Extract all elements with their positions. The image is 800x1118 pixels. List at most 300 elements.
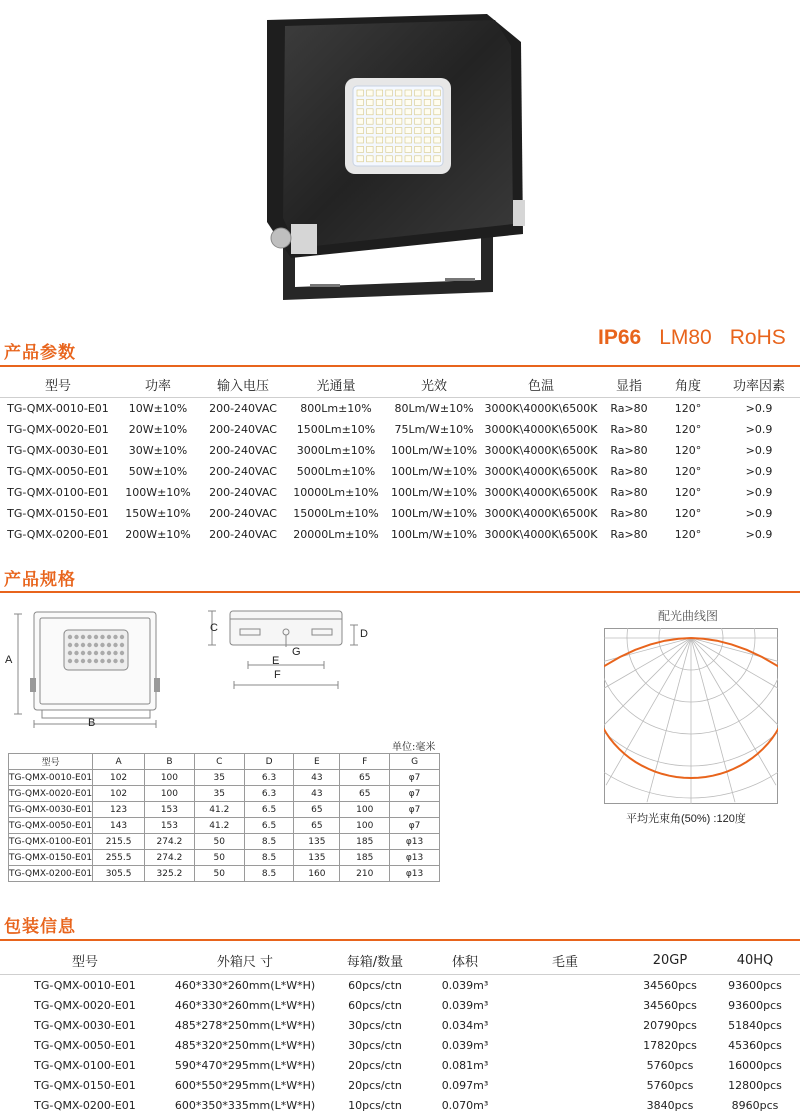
led-chip [367, 128, 374, 134]
table-cell: 102 [93, 770, 145, 786]
table-cell: 50 [194, 866, 244, 882]
dim-label-d: D [360, 628, 368, 640]
col-voltage: 输入电压 [200, 371, 286, 398]
table-cell [500, 975, 630, 996]
certification-badges [598, 326, 788, 350]
led-chip [367, 146, 374, 152]
table-cell: 200-240VAC [209, 507, 277, 520]
table-cell: 200-240VAC [209, 444, 277, 457]
led-chip [357, 146, 364, 152]
table-cell: 50W±10% [128, 465, 188, 478]
col-power: 功率 [116, 371, 200, 398]
col-flux: 光通量 [286, 371, 386, 398]
table-cell: 43 [294, 770, 340, 786]
table-cell: TG-QMX-0050-E01 [34, 1038, 136, 1052]
table-cell: 135 [294, 850, 340, 866]
table-cell: 200-240VAC [209, 528, 277, 541]
table-cell: 135 [294, 834, 340, 850]
table-cell: 255.5 [93, 850, 145, 866]
led-dot [74, 651, 78, 655]
table-cell: 123 [93, 802, 145, 818]
led-chip [357, 99, 364, 105]
table-cell: >0.9 [745, 444, 773, 457]
table-cell: 200W±10% [125, 528, 191, 541]
led-chip [386, 99, 393, 105]
table-cell: 100Lm/W±10% [390, 528, 478, 541]
table-cell [500, 1035, 630, 1055]
table-cell: 51840pcs [728, 1018, 782, 1032]
led-chip [415, 156, 422, 162]
table-cell: 100 [340, 818, 390, 834]
led-dot [120, 635, 124, 639]
table-cell: 210 [340, 866, 390, 882]
table-cell: 305.5 [93, 866, 145, 882]
dim-col-c: C [194, 754, 244, 770]
led-chip [434, 128, 441, 134]
table-cell: >0.9 [745, 465, 773, 478]
table-cell: 65 [340, 786, 390, 802]
led-dot [113, 635, 117, 639]
led-dot [100, 659, 104, 663]
dim-col-f: F [340, 754, 390, 770]
table-cell: 8960pcs [731, 1098, 779, 1112]
table-cell: >0.9 [745, 507, 773, 520]
dim-col-a: A [93, 754, 145, 770]
led-dot [68, 651, 72, 655]
led-chip [386, 90, 393, 96]
table-cell: 75Lm/W±10% [394, 423, 474, 436]
led-chip [405, 118, 412, 124]
packing-divider [0, 939, 800, 941]
table-row [9, 770, 440, 786]
led-chip [405, 146, 412, 152]
table-cell: 325.2 [145, 866, 195, 882]
led-chip [386, 156, 393, 162]
table-cell: 600*350*335mm(L*W*H) [174, 1098, 316, 1112]
led-dot [81, 651, 85, 655]
led-chip [405, 156, 412, 162]
led-chip [386, 146, 393, 152]
col-pf: 功率因素 [718, 371, 800, 398]
params-table [0, 371, 800, 545]
pack-col-volume: 体积 [430, 946, 500, 975]
table-cell: 120° [674, 528, 702, 541]
table-cell [500, 1015, 630, 1035]
table-cell: Ra>80 [610, 507, 648, 520]
cert-lm80: LM80 [659, 326, 712, 349]
led-dot [100, 635, 104, 639]
table-cell: 65 [294, 818, 340, 834]
table-cell: 200-240VAC [209, 465, 277, 478]
led-chip [395, 137, 402, 143]
led-dot [94, 635, 98, 639]
table-cell: 185 [340, 850, 390, 866]
table-cell: 100Lm/W±10% [390, 507, 478, 520]
led-chip [424, 156, 431, 162]
table-row [0, 1075, 800, 1095]
table-cell [500, 1075, 630, 1095]
dim-label-e: E [272, 655, 280, 667]
led-chip [367, 109, 374, 115]
table-cell [500, 1055, 630, 1075]
table-cell: 6.3 [244, 786, 294, 802]
led-chip [367, 90, 374, 96]
pack-col-weight: 毛重 [500, 946, 630, 975]
table-cell: 185 [340, 834, 390, 850]
table-cell: 153 [145, 818, 195, 834]
table-cell: 41.2 [194, 802, 244, 818]
table-cell: 20pcs/ctn [348, 1078, 402, 1092]
table-cell: 50 [194, 834, 244, 850]
table-cell: 6.5 [244, 818, 294, 834]
led-chip [376, 109, 383, 115]
table-row [0, 1055, 800, 1075]
dim-label-b: B [88, 717, 96, 729]
led-dot [94, 643, 98, 647]
table-cell: 100 [340, 802, 390, 818]
led-chip [415, 146, 422, 152]
led-chip [415, 99, 422, 105]
table-cell: TG-QMX-0200-E01 [34, 1098, 136, 1112]
table-cell: TG-QMX-0030-E01 [34, 1018, 136, 1032]
led-chip [395, 109, 402, 115]
packing-table-body [0, 975, 800, 1116]
dim-col-d: D [244, 754, 294, 770]
led-dot [94, 659, 98, 663]
led-chip [357, 109, 364, 115]
light-distribution-chart [604, 628, 778, 804]
table-row [0, 482, 800, 503]
led-chip [386, 128, 393, 134]
table-cell: 120° [674, 465, 702, 478]
cert-ip66: IP66 [598, 326, 642, 349]
led-chip [424, 109, 431, 115]
pack-col-qty: 每箱/数量 [320, 946, 430, 975]
table-cell: >0.9 [745, 486, 773, 499]
led-chip [434, 156, 441, 162]
led-dot [107, 651, 111, 655]
led-chip [386, 137, 393, 143]
table-cell: 8.5 [244, 834, 294, 850]
table-cell: 460*330*260mm(L*W*H) [174, 998, 316, 1012]
dim-col-e: E [294, 754, 340, 770]
led-chip [376, 118, 383, 124]
cert-rohs: RoHS [729, 326, 786, 349]
table-cell: 1500Lm±10% [296, 423, 376, 436]
table-cell: 80Lm/W±10% [394, 402, 474, 415]
col-angle: 角度 [658, 371, 718, 398]
led-chip [376, 128, 383, 134]
led-dot [74, 643, 78, 647]
table-row [0, 975, 800, 996]
pack-col-carton: 外箱尺 寸 [170, 946, 320, 975]
table-cell: 12800pcs [728, 1078, 782, 1092]
table-cell: 102 [93, 786, 145, 802]
table-cell: 43 [294, 786, 340, 802]
table-cell: TG-QMX-0100-E01 [9, 834, 93, 850]
led-chip [424, 137, 431, 143]
table-cell: >0.9 [745, 423, 773, 436]
led-chip [395, 146, 402, 152]
table-cell: 100Lm/W±10% [390, 486, 478, 499]
dim-label-a: A [5, 654, 13, 666]
led-chip [357, 137, 364, 143]
table-cell: 17820pcs [643, 1038, 697, 1052]
led-chip [424, 118, 431, 124]
packing-table [0, 946, 800, 1115]
table-cell: 800Lm±10% [300, 402, 372, 415]
table-cell: 16000pcs [728, 1058, 782, 1072]
table-cell: 10W±10% [128, 402, 188, 415]
led-chip [415, 109, 422, 115]
specs-divider [0, 591, 800, 593]
table-cell: 10pcs/ctn [348, 1098, 402, 1112]
table-cell: 200-240VAC [209, 423, 277, 436]
table-cell: 0.039m³ [441, 998, 489, 1012]
dim-col-g: G [390, 754, 440, 770]
table-cell: 10000Lm±10% [293, 486, 379, 499]
table-cell: TG-QMX-0150-E01 [7, 507, 109, 520]
led-chip [424, 99, 431, 105]
table-row [0, 419, 800, 440]
params-divider [0, 365, 800, 367]
table-row [0, 524, 800, 545]
led-dot [120, 651, 124, 655]
table-cell: 8.5 [244, 866, 294, 882]
table-cell: 120° [674, 444, 702, 457]
table-row [0, 503, 800, 524]
table-cell: 100 [145, 770, 195, 786]
led-chip [395, 156, 402, 162]
table-cell: 65 [340, 770, 390, 786]
table-cell: 3000Lm±10% [296, 444, 376, 457]
table-cell: Ra>80 [610, 528, 648, 541]
led-dot [81, 635, 85, 639]
table-cell: Ra>80 [610, 465, 648, 478]
table-cell: 3000K\4000K\6500K [484, 423, 598, 436]
table-cell: 100Lm/W±10% [390, 444, 478, 457]
led-chip [415, 118, 422, 124]
led-chip [415, 128, 422, 134]
table-cell: 0.034m³ [441, 1018, 489, 1032]
table-cell: 93600pcs [728, 998, 782, 1012]
dim-col-b: B [145, 754, 195, 770]
table-cell: 100Lm/W±10% [390, 465, 478, 478]
table-cell: >0.9 [745, 402, 773, 415]
led-dot [68, 643, 72, 647]
table-cell: 65 [294, 802, 340, 818]
led-chip [434, 137, 441, 143]
table-cell: 485*320*250mm(L*W*H) [174, 1038, 316, 1052]
led-dot [87, 651, 91, 655]
table-cell: 160 [294, 866, 340, 882]
led-dot [113, 643, 117, 647]
led-chip [405, 128, 412, 134]
led-chip [367, 137, 374, 143]
led-dot [120, 659, 124, 663]
table-cell: 34560pcs [643, 978, 697, 992]
table-row [9, 850, 440, 866]
table-cell: φ13 [390, 866, 440, 882]
table-cell: φ7 [390, 802, 440, 818]
table-cell: 3000K\4000K\6500K [484, 507, 598, 520]
dim-label-c: C [210, 622, 218, 634]
dimension-table-body [9, 770, 440, 882]
table-cell: TG-QMX-0100-E01 [7, 486, 109, 499]
led-chip [424, 128, 431, 134]
led-dot [81, 643, 85, 647]
table-cell: TG-QMX-0020-E01 [7, 423, 109, 436]
led-chip [395, 128, 402, 134]
led-chip [357, 156, 364, 162]
table-cell: 34560pcs [643, 998, 697, 1012]
led-dot [87, 643, 91, 647]
table-cell: TG-QMX-0150-E01 [9, 850, 93, 866]
table-cell: φ13 [390, 850, 440, 866]
led-dot [100, 651, 104, 655]
led-dot [68, 635, 72, 639]
col-cri: 显指 [600, 371, 658, 398]
table-cell: 120° [674, 507, 702, 520]
dim-col-model: 型号 [9, 754, 93, 770]
table-cell: 150W±10% [125, 507, 191, 520]
pack-col-40hq: 40HQ [710, 946, 800, 975]
led-dot [74, 635, 78, 639]
pack-col-model: 型号 [0, 946, 170, 975]
table-cell: 8.5 [244, 850, 294, 866]
table-cell: TG-QMX-0050-E01 [9, 818, 93, 834]
table-cell: TG-QMX-0030-E01 [7, 444, 109, 457]
table-cell: 143 [93, 818, 145, 834]
table-cell: 41.2 [194, 818, 244, 834]
led-dot [94, 651, 98, 655]
led-dot [68, 659, 72, 663]
table-cell: 153 [145, 802, 195, 818]
table-cell: 460*330*260mm(L*W*H) [174, 978, 316, 992]
led-chip [424, 146, 431, 152]
led-chip [357, 118, 364, 124]
table-cell: 0.097m³ [441, 1078, 489, 1092]
table-cell: TG-QMX-0010-E01 [7, 402, 109, 415]
side-view-drawing [200, 603, 380, 693]
table-cell: TG-QMX-0010-E01 [34, 978, 136, 992]
table-row [0, 398, 800, 420]
params-table-header [0, 371, 800, 398]
led-chip [415, 90, 422, 96]
table-cell: 50 [194, 850, 244, 866]
led-dot [107, 659, 111, 663]
led-chip [434, 99, 441, 105]
table-cell: 35 [194, 770, 244, 786]
table-row [9, 786, 440, 802]
dimension-table [8, 753, 440, 882]
led-chip [424, 90, 431, 96]
led-dot [81, 659, 85, 663]
table-cell: 600*550*295mm(L*W*H) [174, 1078, 316, 1092]
led-dot [113, 651, 117, 655]
led-dot [87, 635, 91, 639]
table-cell: 274.2 [145, 834, 195, 850]
dim-label-g: G [292, 646, 301, 658]
led-dot [87, 659, 91, 663]
led-chip [376, 90, 383, 96]
table-cell: φ7 [390, 786, 440, 802]
table-cell: 3000K\4000K\6500K [484, 465, 598, 478]
table-cell: TG-QMX-0200-E01 [7, 528, 109, 541]
table-cell: 120° [674, 486, 702, 499]
table-cell: 93600pcs [728, 978, 782, 992]
table-cell: 6.5 [244, 802, 294, 818]
dimension-table-header [9, 754, 440, 770]
pack-col-20gp: 20GP [630, 946, 710, 975]
table-cell: 3000K\4000K\6500K [484, 444, 598, 457]
table-cell: Ra>80 [610, 423, 648, 436]
led-chip [395, 118, 402, 124]
table-cell: TG-QMX-0100-E01 [34, 1058, 136, 1072]
table-row [9, 818, 440, 834]
table-cell: 0.039m³ [441, 978, 489, 992]
table-row [0, 1095, 800, 1115]
unit-note: 单位:毫米 [392, 742, 436, 753]
table-cell: Ra>80 [610, 486, 648, 499]
led-chip [434, 118, 441, 124]
dim-label-f: F [274, 669, 281, 681]
led-chip [405, 137, 412, 143]
table-cell: TG-QMX-0150-E01 [34, 1078, 136, 1092]
table-cell: TG-QMX-0020-E01 [9, 786, 93, 802]
packing-table-header [0, 946, 800, 975]
params-table-body [0, 398, 800, 546]
led-dot [107, 635, 111, 639]
led-chip [395, 90, 402, 96]
col-efficacy: 光效 [386, 371, 482, 398]
table-cell: TG-QMX-0050-E01 [7, 465, 109, 478]
table-cell: 485*278*250mm(L*W*H) [174, 1018, 316, 1032]
table-cell: 590*470*295mm(L*W*H) [174, 1058, 316, 1072]
led-dot [100, 643, 104, 647]
led-chip [434, 146, 441, 152]
col-cct: 色温 [482, 371, 600, 398]
led-chip [415, 137, 422, 143]
led-dot [120, 643, 124, 647]
table-cell: 274.2 [145, 850, 195, 866]
table-cell: 35 [194, 786, 244, 802]
table-cell: TG-QMX-0200-E01 [9, 866, 93, 882]
table-cell: Ra>80 [610, 402, 648, 415]
led-chip [405, 99, 412, 105]
table-cell: 20790pcs [643, 1018, 697, 1032]
led-chip [376, 137, 383, 143]
led-chip [376, 156, 383, 162]
led-chip [434, 90, 441, 96]
led-chip [405, 109, 412, 115]
table-cell: >0.9 [745, 528, 773, 541]
led-dot [74, 659, 78, 663]
table-cell: 215.5 [93, 834, 145, 850]
table-cell: 5760pcs [646, 1078, 694, 1092]
table-cell: 60pcs/ctn [348, 978, 402, 992]
led-chip [395, 99, 402, 105]
table-cell: 200-240VAC [209, 486, 277, 499]
table-cell [500, 995, 630, 1015]
table-cell: 100 [145, 786, 195, 802]
led-chip [367, 118, 374, 124]
table-cell: 3000K\4000K\6500K [484, 486, 598, 499]
table-cell: 30pcs/ctn [348, 1038, 402, 1052]
table-cell: 3840pcs [646, 1098, 694, 1112]
led-chip [357, 128, 364, 134]
table-cell: 0.070m³ [441, 1098, 489, 1112]
